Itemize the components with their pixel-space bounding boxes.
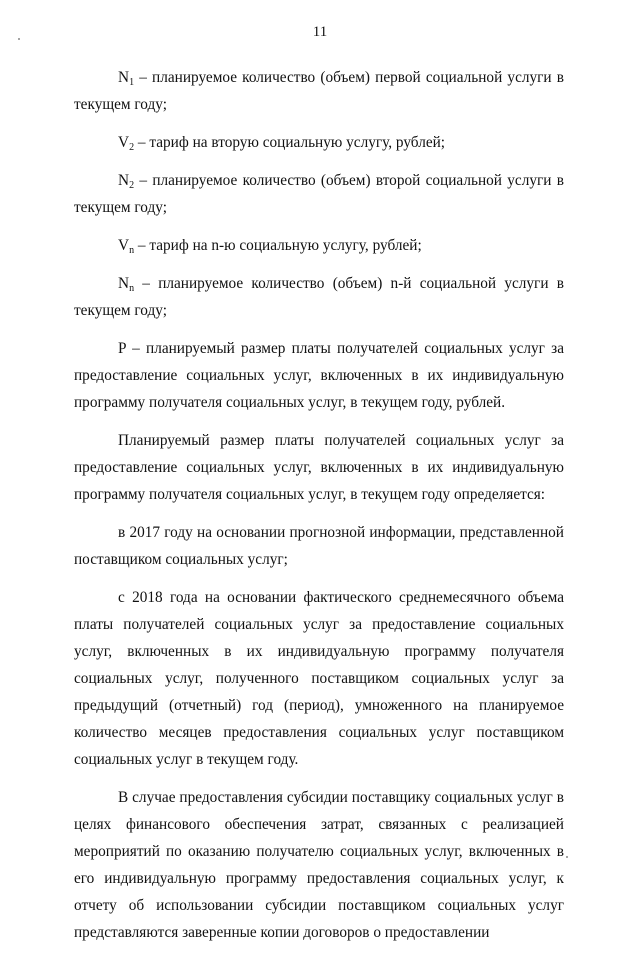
paragraph-2017: в 2017 году на основании прогнозной информации, представленной поставщиком социальных услуг; xyxy=(74,524,564,568)
paragraph-nn xyxy=(74,270,564,324)
paragraph-vn xyxy=(74,232,564,259)
symbol: N xyxy=(118,275,130,292)
symbol: N xyxy=(118,69,130,86)
document-body xyxy=(74,64,564,957)
paragraph-n2 xyxy=(74,167,564,221)
paragraph-subsidy: В случае предоставления субсидии поставщику социальных услуг в целях финансового обеспечения затрат, связанных с реализацией мероприятий по оказанию получателю социальных услуг, включенных в его индивидуальную программу предоставления социальных услуг, к отчету об использовании субсидии поставщиком социальных услуг представляются заверенные копии договоров о предоставлении xyxy=(74,789,564,941)
scan-speck xyxy=(18,38,20,40)
symbol-subscript: n xyxy=(129,283,135,294)
symbol-subscript: 2 xyxy=(129,142,135,153)
paragraph-text: – планируемое количество (объем) первой социальной услуги в текущем году; xyxy=(74,69,564,113)
paragraph-p-definition: P – планируемый размер платы получателей социальных услуг за предоставление социальных услуг, включенных в их индивидуальную программу получателя социальных услуг, в текущем году, рублей. xyxy=(74,340,564,411)
symbol-subscript: 1 xyxy=(129,77,135,88)
symbol: V xyxy=(118,134,130,151)
symbol: N xyxy=(118,172,130,189)
symbol: V xyxy=(118,237,130,254)
paragraph-fee-determination: Планируемый размер платы получателей социальных услуг за предоставление социальных услуг, включенных в их индивидуальную программу получателя социальных услуг, в текущем году определяется: xyxy=(74,432,564,503)
symbol-subscript: n xyxy=(129,245,135,256)
paragraph-n1 xyxy=(74,64,564,118)
paragraph-text: – планируемое количество (объем) второй социальной услуги в текущем году; xyxy=(74,172,564,216)
paragraph-2018: с 2018 года на основании фактического среднемесячного объема платы получателей социальных услуг за предоставление социальных услуг, включенных в их индивидуальную программу получателя социальных услуг, полученного поставщиком социальных услуг за предыдущий (отчетный) год (период), умноженного на планируемое количество месяцев предоставления социальных услуг поставщиком социальных услуг в текущем году. xyxy=(74,589,564,768)
symbol-subscript: 2 xyxy=(129,180,135,191)
paragraph-v2 xyxy=(74,129,564,156)
paragraph-text: – тариф на n-ю социальную услугу, рублей; xyxy=(134,237,422,254)
page-number: 11 xyxy=(312,24,328,40)
scan-speck xyxy=(566,856,568,858)
paragraph-text: – планируемое количество (объем) n-й социальной услуги в текущем году; xyxy=(74,275,564,319)
paragraph-text: – тариф на вторую социальную услугу, рублей; xyxy=(134,134,446,151)
